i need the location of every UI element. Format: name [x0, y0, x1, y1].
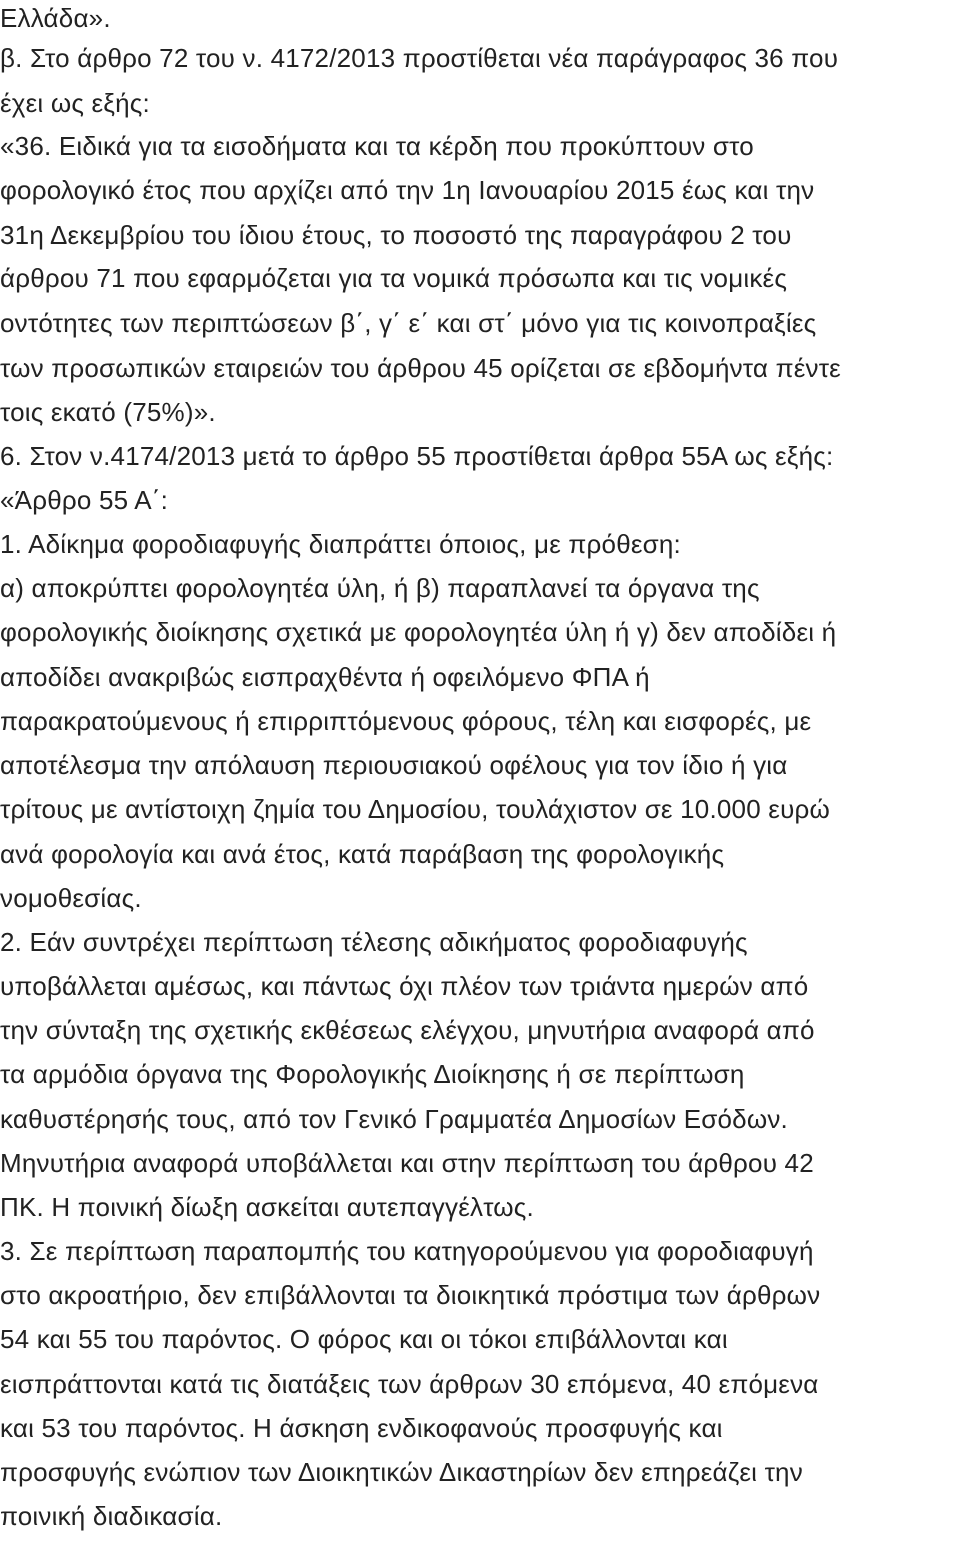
text-line: «36. Ειδικά για τα εισοδήματα και τα κέρδη που προκύπτουν στο	[0, 131, 754, 161]
text-line: 31η Δεκεμβρίου του ίδιου έτους, το ποσοστό της παραγράφου 2 του	[0, 220, 792, 250]
text-line: έχει ως εξής:	[0, 88, 150, 118]
text-line: 2. Εάν συντρέχει περίπτωση τέλεσης αδικήματος φοροδιαφυγής	[0, 927, 748, 957]
text-line: καθυστέρησής τους, από τον Γενικό Γραμματέα Δημοσίων Εσόδων.	[0, 1104, 788, 1134]
text-line: τρίτους με αντίστοιχη ζημία του Δημοσίου, τουλάχιστον σε 10.000 ευρώ	[0, 794, 830, 824]
text-line: Μηνυτήρια αναφορά υποβάλλεται και στην περίπτωση του άρθρου 42	[0, 1148, 814, 1178]
text-line: ποινική διαδικασία.	[0, 1501, 223, 1531]
text-line: παρακρατούμενους ή επιρριπτόμενους φόρους, τέλη και εισφορές, με	[0, 706, 812, 736]
text-line: την σύνταξη της σχετικής εκθέσεως ελέγχου, μηνυτήρια αναφορά από	[0, 1015, 815, 1045]
text-line: 3. Σε περίπτωση παραπομπής του κατηγορούμενου για φοροδιαφυγή	[0, 1236, 814, 1266]
text-line: εισπράττονται κατά τις διατάξεις των άρθρων 30 επόμενα, 40 επόμενα	[0, 1369, 819, 1399]
text-line: φορολογικής διοίκησης σχετικά με φορολογητέα ύλη ή γ) δεν αποδίδει ή	[0, 617, 837, 647]
text-line: φορολογικό έτος που αρχίζει από την 1η Ιανουαρίου 2015 έως και την	[0, 175, 815, 205]
text-line: ΠΚ. Η ποινική δίωξη ασκείται αυτεπαγγέλτως.	[0, 1192, 534, 1222]
text-line: τοις εκατό (75%)».	[0, 397, 216, 427]
text-line: αποτέλεσμα την απόλαυση περιουσιακού οφέλους για τον ίδιο ή για	[0, 750, 788, 780]
text-line: «Άρθρο 55 Α΄:	[0, 485, 169, 515]
text-line: προσφυγής ενώπιον των Διοικητικών Δικαστηρίων δεν επηρεάζει την	[0, 1457, 803, 1487]
text-line: οντότητες των περιπτώσεων β΄, γ΄ ε΄ και στ΄ μόνο για τις κοινοπραξίες	[0, 308, 817, 338]
text-line: Ελλάδα».	[0, 3, 111, 33]
text-line: και 53 του παρόντος. Η άσκηση ενδικοφανούς προσφυγής και	[0, 1413, 723, 1443]
text-line: των προσωπικών εταιρειών του άρθρου 45 ορίζεται σε εβδομήντα πέντε	[0, 353, 841, 383]
text-line: β. Στο άρθρο 72 του ν. 4172/2013 προστίθεται νέα παράγραφος 36 που	[0, 43, 839, 73]
text-line: 1. Αδίκημα φοροδιαφυγής διαπράττει όποιος, με πρόθεση:	[0, 529, 681, 559]
text-line: άρθρου 71 που εφαρμόζεται για τα νομικά πρόσωπα και τις νομικές	[0, 263, 788, 293]
text-line: στο ακροατήριο, δεν επιβάλλονται τα διοικητικά πρόστιμα των άρθρων	[0, 1280, 821, 1310]
text-line: τα αρμόδια όργανα της Φορολογικής Διοίκησης ή σε περίπτωση	[0, 1059, 745, 1089]
text-line: υποβάλλεται αμέσως, και πάντως όχι πλέον των τριάντα ημερών από	[0, 971, 809, 1001]
text-line: ανά φορολογία και ανά έτος, κατά παράβαση της φορολογικής	[0, 839, 725, 869]
text-line: 54 και 55 του παρόντος. Ο φόρος και οι τόκοι επιβάλλονται και	[0, 1324, 728, 1354]
text-line: α) αποκρύπτει φορολογητέα ύλη, ή β) παραπλανεί τα όργανα της	[0, 573, 760, 603]
text-line: 6. Στον ν.4174/2013 μετά το άρθρο 55 προστίθεται άρθρα 55Α ως εξής:	[0, 441, 834, 471]
text-line: αποδίδει ανακριβώς εισπραχθέντα ή οφειλόμενο ΦΠΑ ή	[0, 662, 650, 692]
text-line: νομοθεσίας.	[0, 883, 142, 913]
